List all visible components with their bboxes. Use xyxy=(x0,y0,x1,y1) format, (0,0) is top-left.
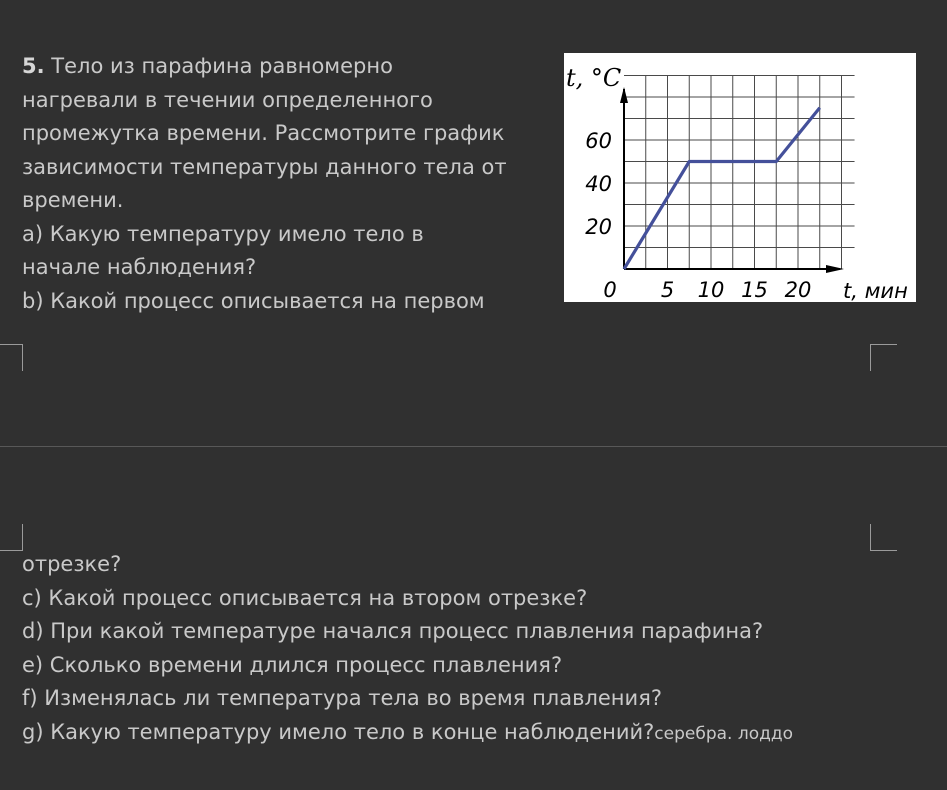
y-axis-label: t, °C xyxy=(566,64,622,92)
y-tick-label: 40 xyxy=(585,172,612,196)
crop-corner-bottom-left[interactable] xyxy=(0,524,23,551)
question-line: нагревали в течении определенного xyxy=(22,87,433,112)
y-tick-label: 60 xyxy=(585,129,612,153)
temperature-line xyxy=(624,108,820,269)
question-line: f) Изменялась ли температура тела во время плавления? xyxy=(22,686,662,710)
question-line: времени. xyxy=(22,188,124,212)
question-line: b) Какой процесс описывается на первом xyxy=(22,288,485,313)
crop-corner-top-left[interactable] xyxy=(0,344,23,371)
x-axis-label: t, мин xyxy=(843,279,908,302)
question-number: 5. xyxy=(22,54,45,78)
question-line: d) При какой температуре начался процесс плавления парафина? xyxy=(22,619,764,643)
question-line: c) Какой процесс описывается на втором отрезке? xyxy=(22,585,588,610)
page-separator xyxy=(0,446,947,447)
chart-svg xyxy=(564,53,916,302)
x-tick-label: 15 xyxy=(741,278,768,302)
question-line: промежутка времени. Рассмотрите график xyxy=(22,121,505,145)
x-tick-label: 0 xyxy=(603,278,617,302)
question-line: зависимости температуры данного тела от xyxy=(22,154,507,179)
y-tick-label: 20 xyxy=(585,215,612,239)
question-line: e) Сколько времени длился процесс плавления? xyxy=(22,652,563,677)
question-line xyxy=(22,50,552,84)
x-tick-label: 20 xyxy=(784,278,812,302)
x-tick-label: 10 xyxy=(697,278,725,302)
crop-corner-top-right[interactable] xyxy=(870,344,897,371)
question-line xyxy=(22,716,922,752)
question-bottom-text xyxy=(22,548,922,751)
question-line-text: Тело из парафина равномерно xyxy=(51,54,393,78)
question-line: начале наблюдения? xyxy=(22,255,257,279)
crop-corner-bottom-right[interactable] xyxy=(870,524,897,551)
question-line-text: g) Какую температуру имело тело в конце наблюдений? xyxy=(22,719,655,744)
question-top-text xyxy=(22,50,552,318)
temperature-chart xyxy=(564,53,916,302)
question-line: a) Какую температуру имело тело в xyxy=(22,221,424,246)
x-tick-label: 5 xyxy=(660,278,675,302)
handwritten-note: серебра. лоддо xyxy=(654,723,794,744)
question-line: отрезке? xyxy=(22,552,122,576)
